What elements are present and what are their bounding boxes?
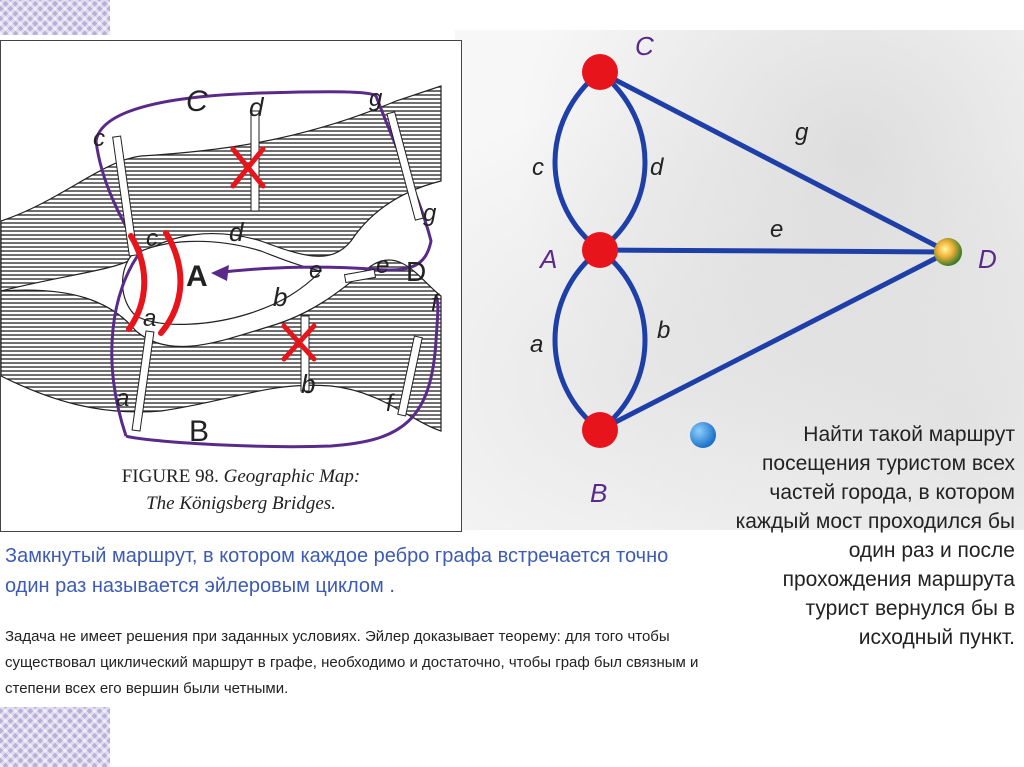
map-label-e2: e bbox=[376, 252, 390, 279]
graph-node-C bbox=[582, 54, 618, 90]
map-label-B: B bbox=[189, 415, 210, 448]
graph-edge-b bbox=[600, 250, 645, 430]
graph-vertex-label-D: D bbox=[978, 244, 997, 274]
figure-subtitle: Geographic Map: bbox=[223, 466, 361, 487]
figure-caption-line2: The Königsberg Bridges. bbox=[146, 493, 336, 514]
graph-vertex-label-A: A bbox=[540, 244, 558, 274]
decorative-corner-bottom bbox=[0, 707, 110, 767]
graph-edge-d bbox=[600, 72, 645, 250]
map-label-f2: f bbox=[386, 390, 393, 417]
map-label-b2: b bbox=[301, 369, 316, 399]
map-label-a: a bbox=[143, 305, 157, 332]
graph-node-A bbox=[582, 232, 618, 268]
map-label-a2: a bbox=[116, 385, 130, 412]
map-label-D: D bbox=[406, 256, 427, 287]
figure-caption-line1 bbox=[61, 466, 421, 488]
map-label-f: f bbox=[431, 290, 438, 317]
map-label-C: C bbox=[186, 85, 208, 118]
map-label-e: e bbox=[309, 257, 323, 284]
graph-edge-label-a: a bbox=[530, 331, 544, 358]
map-label-A: A bbox=[186, 260, 208, 293]
graph-edge-label-g: g bbox=[795, 119, 809, 146]
decorative-corner-top bbox=[0, 0, 110, 35]
map-label-c: c bbox=[93, 125, 105, 152]
graph-node-D bbox=[934, 238, 962, 266]
graph-edge-label-b: b bbox=[657, 317, 671, 344]
task-statement: Найти такой маршрут посещения туристом всех частей города, в котором каждый мост проходился бы один раз и после прохождения маршрута турист вернулся бы в исходный пункт. bbox=[735, 423, 1015, 649]
map-label-g: g bbox=[369, 85, 383, 112]
graph-node-B bbox=[582, 412, 618, 448]
figure-number: FIGURE 98. bbox=[121, 466, 219, 487]
graph-edge-a bbox=[555, 250, 600, 430]
graph-vertex-label-C: C bbox=[635, 31, 654, 61]
euler-cycle-definition: Замкнутый маршрут, в котором каждое ребро графа встречается точно один раз называется эйлеровым циклом . bbox=[5, 545, 669, 597]
graph-edge-e bbox=[600, 250, 948, 252]
konigsberg-map-figure bbox=[0, 40, 462, 532]
graph-vertex-label-B: B bbox=[590, 478, 608, 508]
graph-edge-c bbox=[555, 72, 600, 250]
map-label-g2: g bbox=[423, 200, 437, 227]
euler-theorem-note: Задача не имеет решения при заданных условиях. Эйлер доказывает теорему: для того чтобы существовал циклический маршрут в графе, необходимо и достаточно, чтобы граф был связным и степени всех его вершин были четными. bbox=[5, 628, 699, 697]
map-label-d: d bbox=[249, 92, 264, 122]
graph-edge-label-c: c bbox=[532, 154, 544, 181]
graph-edge-f bbox=[600, 252, 948, 430]
map-label-d2: d bbox=[229, 217, 244, 247]
konigsberg-map-drawing bbox=[1, 41, 461, 531]
map-label-b: b bbox=[273, 282, 288, 312]
map-label-c2: c bbox=[146, 225, 158, 252]
graph-edge-label-e: e bbox=[770, 216, 784, 243]
graph-edge-label-d: d bbox=[650, 154, 664, 181]
bullet-dot bbox=[690, 422, 716, 448]
